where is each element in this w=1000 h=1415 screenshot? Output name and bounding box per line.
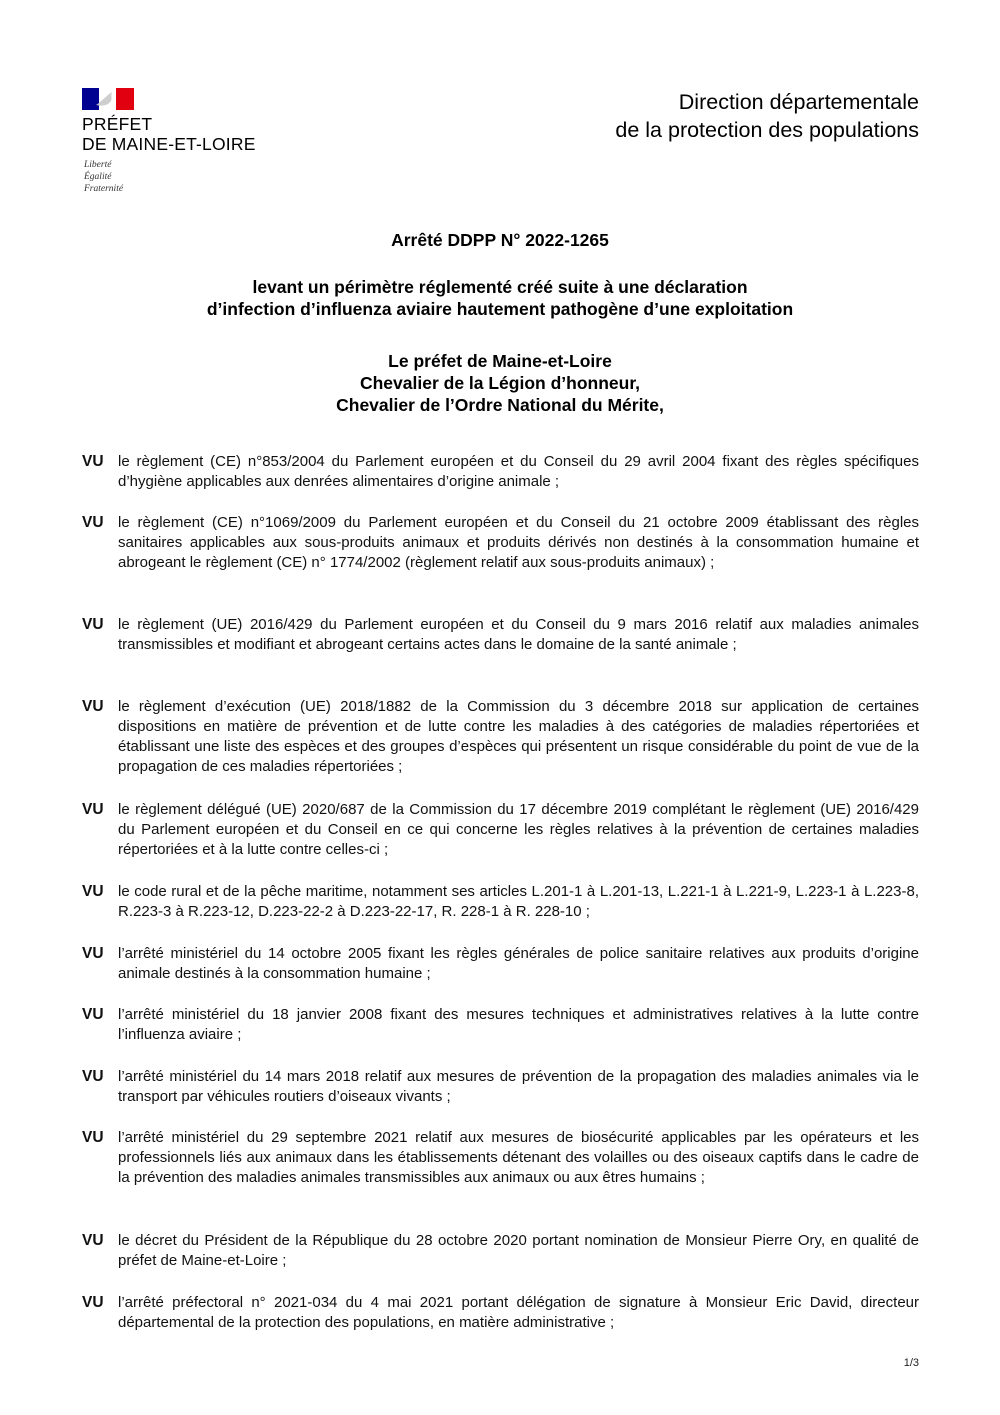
visa-text: le décret du Président de la République du 28 octobre 2020 portant nomination de Monsieur Pierre Ory, en qualité de préfet de Maine-et-Loire ; xyxy=(118,1232,919,1269)
prefet-line-1: Le préfet de Maine-et-Loire xyxy=(388,351,612,371)
vu-label: VU xyxy=(82,698,104,715)
visa-text: le règlement délégué (UE) 2020/687 de la Commission du 17 décembre 2019 complétant le règlement (UE) 2016/429 du Parlement européen et du Conseil en ce qui concerne les règles relatives à la prévention de certaines maladies répertoriées et à la lutte contre celles-ci ; xyxy=(118,801,919,858)
visa-text: l’arrêté ministériel du 29 septembre 2021 relatif aux mesures de biosécurité applicables par les opérateurs et les professionnels liés aux animaux dans les établissements détenant des volailles ou des oiseaux captifs dans le cadre de la prévention des maladies animales transmissibles aux animaux ou aux êtres humains ; xyxy=(118,1129,919,1186)
visa-text: le règlement d’exécution (UE) 2018/1882 de la Commission du 3 décembre 2018 sur application de certaines dispositions en matière de prévention et de lutte contre les maladies à des catégories de maladies répertoriées et établissant une liste des espèces et des groupes d’espèces qui présentent un risque considérable du point de vue de la propagation de ces maladies répertoriées ; xyxy=(118,698,919,775)
visa-text: le règlement (CE) n°853/2004 du Parlement européen et du Conseil du 29 avril 2004 fixant des règles spécifiques d’hygiène applicables aux denrées alimentaires d’origine animale ; xyxy=(118,453,919,490)
visa-item xyxy=(82,1293,919,1333)
vu-label: VU xyxy=(82,1232,104,1249)
vu-label: VU xyxy=(82,883,104,900)
arrete-number: Arrêté DDPP N° 2022-1265 xyxy=(391,230,609,250)
visa-text: l’arrêté ministériel du 14 octobre 2005 fixant les règles générales de police sanitaire relatives aux produits d’origine animale destinés à la consommation humaine ; xyxy=(118,945,919,982)
subject-line-2: d’infection d’influenza aviaire hautement pathogène d’une exploitation xyxy=(206,299,794,319)
visa-text: l’arrêté ministériel du 18 janvier 2008 fixant des mesures techniques et administratives relatives à la lutte contre l’influenza aviaire ; xyxy=(118,1006,919,1043)
vu-label: VU xyxy=(82,945,104,962)
vu-label: VU xyxy=(82,1294,104,1311)
vu-label: VU xyxy=(82,514,104,531)
visa-text: le code rural et de la pêche maritime, notamment ses articles L.201-1 à L.201-13, L.221-1 à L.221-9, L.223-1 à L.223-8, R.223-3 à R.223-12, D.223-22-2 à D.223-22-17, R. 228-1 à R. 228-10 ; xyxy=(118,883,919,920)
visa-item xyxy=(82,1231,919,1271)
prefet-line-2: Chevalier de la Légion d’honneur, xyxy=(359,373,641,393)
vu-label: VU xyxy=(82,1068,104,1085)
vu-label: VU xyxy=(82,1129,104,1146)
vu-label: VU xyxy=(82,616,104,633)
visa-item xyxy=(82,615,919,655)
visa-text: le règlement (CE) n°1069/2009 du Parlement européen et du Conseil du 21 octobre 2009 établissant des règles sanitaires applicables aux sous-produits animaux et produits dérivés non destinés à la consommation humaine et abrogeant le règlement (CE) n° 1774/2002 (règlement relatif aux sous-produits animaux) ; xyxy=(118,514,919,571)
visa-item xyxy=(82,1128,919,1188)
visa-text: l’arrêté préfectoral n° 2021-034 du 4 mai 2021 portant délégation de signature à Monsieur Eric David, directeur départemental de la protection des populations, en matière administrative ; xyxy=(118,1294,919,1331)
visa-item xyxy=(82,697,919,777)
arrete-subject xyxy=(0,276,1000,320)
republic-motto xyxy=(84,159,123,195)
visa-item xyxy=(82,1067,919,1107)
direction-line-2: de la protection des populations xyxy=(615,118,919,142)
visa-item xyxy=(82,800,919,860)
prefet-titles xyxy=(0,350,1000,416)
marianne-logo xyxy=(82,88,134,110)
motto-fraternite: Fraternité xyxy=(84,184,124,194)
visa-item xyxy=(82,944,919,984)
visa-item xyxy=(82,452,919,492)
vu-label: VU xyxy=(82,1006,104,1023)
direction-line-1: Direction départementale xyxy=(678,90,919,114)
prefet-line-3: Chevalier de l’Ordre National du Mérite, xyxy=(336,395,664,415)
visa-item xyxy=(82,513,919,573)
direction-heading xyxy=(615,88,919,144)
page-number: 1/3 xyxy=(903,1357,919,1369)
visa-text: le règlement (UE) 2016/429 du Parlement européen et du Conseil du 9 mars 2016 relatif aux maladies animales transmissibles et modifiant et abrogeant certains actes dans le domaine de la santé animale ; xyxy=(118,616,919,653)
brand-line-2: DE MAINE-ET-LOIRE xyxy=(82,134,256,154)
motto-liberte: Liberté xyxy=(84,160,112,170)
prefecture-brand xyxy=(82,114,256,154)
brand-line-1: PRÉFET xyxy=(82,114,153,134)
vu-label: VU xyxy=(82,801,104,818)
visa-text: l’arrêté ministériel du 14 mars 2018 relatif aux mesures de prévention de la propagation des maladies animales via le transport par véhicules routiers d’oiseaux vivants ; xyxy=(118,1068,919,1105)
subject-line-1: levant un périmètre réglementé créé suite à une déclaration xyxy=(252,277,748,297)
vu-label: VU xyxy=(82,453,104,470)
visa-item xyxy=(82,882,919,922)
motto-egalite: Égalité xyxy=(84,172,112,182)
visa-item xyxy=(82,1005,919,1045)
